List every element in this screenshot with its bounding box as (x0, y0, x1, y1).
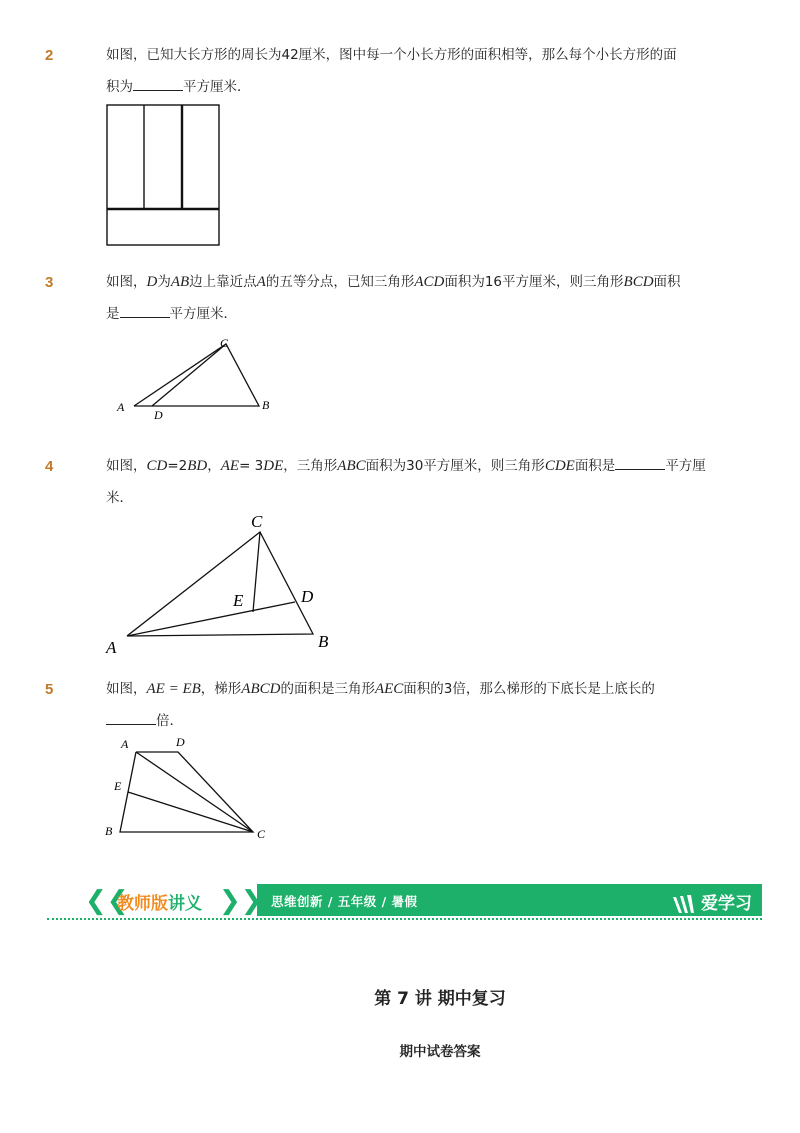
section-banner (47, 884, 762, 916)
problem-line-1: 如图，D为AB边上靠近点A的五等分点，已知三角形ACD面积为16平方厘米，则三角形BCD面积 (106, 274, 681, 290)
book-logo-icon (671, 893, 699, 915)
label-c: C (220, 336, 229, 350)
problem-number: 3 (45, 274, 54, 291)
lesson-subtitle: 期中试卷答案 (399, 1044, 481, 1060)
double-chevron-right-icon: ❯❯ (219, 886, 263, 916)
answer-blank (615, 455, 665, 470)
brand-logo: 爱学习 (671, 889, 752, 915)
label-c: C (257, 827, 266, 841)
banner-left-panel (47, 884, 263, 916)
label-d: D (176, 735, 185, 749)
rectangle-figure (104, 102, 224, 248)
problem-line-2: 倍． (106, 705, 726, 737)
label-a: A (121, 737, 129, 751)
problem-number: 2 (45, 47, 54, 64)
trapezoid-figure-5 (100, 734, 280, 846)
lesson-title: 第 7 讲 期中复习 (374, 989, 506, 1009)
formula: AE = EB (146, 681, 201, 697)
banner-dotted-divider (47, 918, 762, 920)
banner-title: 教师版讲义 (117, 894, 202, 914)
label-a: A (117, 400, 125, 414)
problem-text (106, 450, 726, 514)
answer-blank (133, 76, 183, 91)
problem-number: 4 (45, 458, 54, 475)
label-c: C (251, 512, 263, 531)
label-a: A (106, 638, 117, 657)
answer-blank (106, 710, 156, 725)
problem-number: 5 (45, 681, 54, 698)
label-d: D (301, 587, 314, 606)
label-b: B (318, 632, 329, 651)
problem-text (106, 39, 726, 103)
problem-line-1: 如图，已知大长方形的周长为42厘米，图中每一个小长方形的面积相等，那么每个小长方形的面 (106, 47, 677, 63)
problem-line-2: 米． (106, 490, 133, 506)
problem-line-2: 积为 平方厘米． (106, 71, 726, 103)
problem-line-1: 如图，CD=2BD，AE= 3DE，三角形ABC面积为30平方厘米，则三角形CDE面积是 平方厘 (106, 450, 726, 482)
label-b: B (262, 398, 270, 412)
label-e: E (233, 591, 244, 610)
problem-line-1: 如图，AE = EB，梯形ABCD的面积是三角形AEC面积的3倍，那么梯形的下底长是上底长的 (106, 681, 655, 697)
triangle-figure-3 (110, 332, 280, 424)
problem-line-2: 是 平方厘米． (106, 298, 726, 330)
label-d: D (154, 408, 163, 422)
label-b: B (105, 824, 113, 838)
double-chevron-left-icon: ❮❮ (85, 886, 129, 916)
label-e: E (114, 779, 122, 793)
problem-text (106, 673, 726, 737)
banner-subtitle: 思维创新 / 五年级 / 暑假 (271, 894, 418, 909)
answer-blank (120, 303, 170, 318)
problem-text (106, 266, 726, 330)
triangle-figure-4 (100, 508, 340, 658)
